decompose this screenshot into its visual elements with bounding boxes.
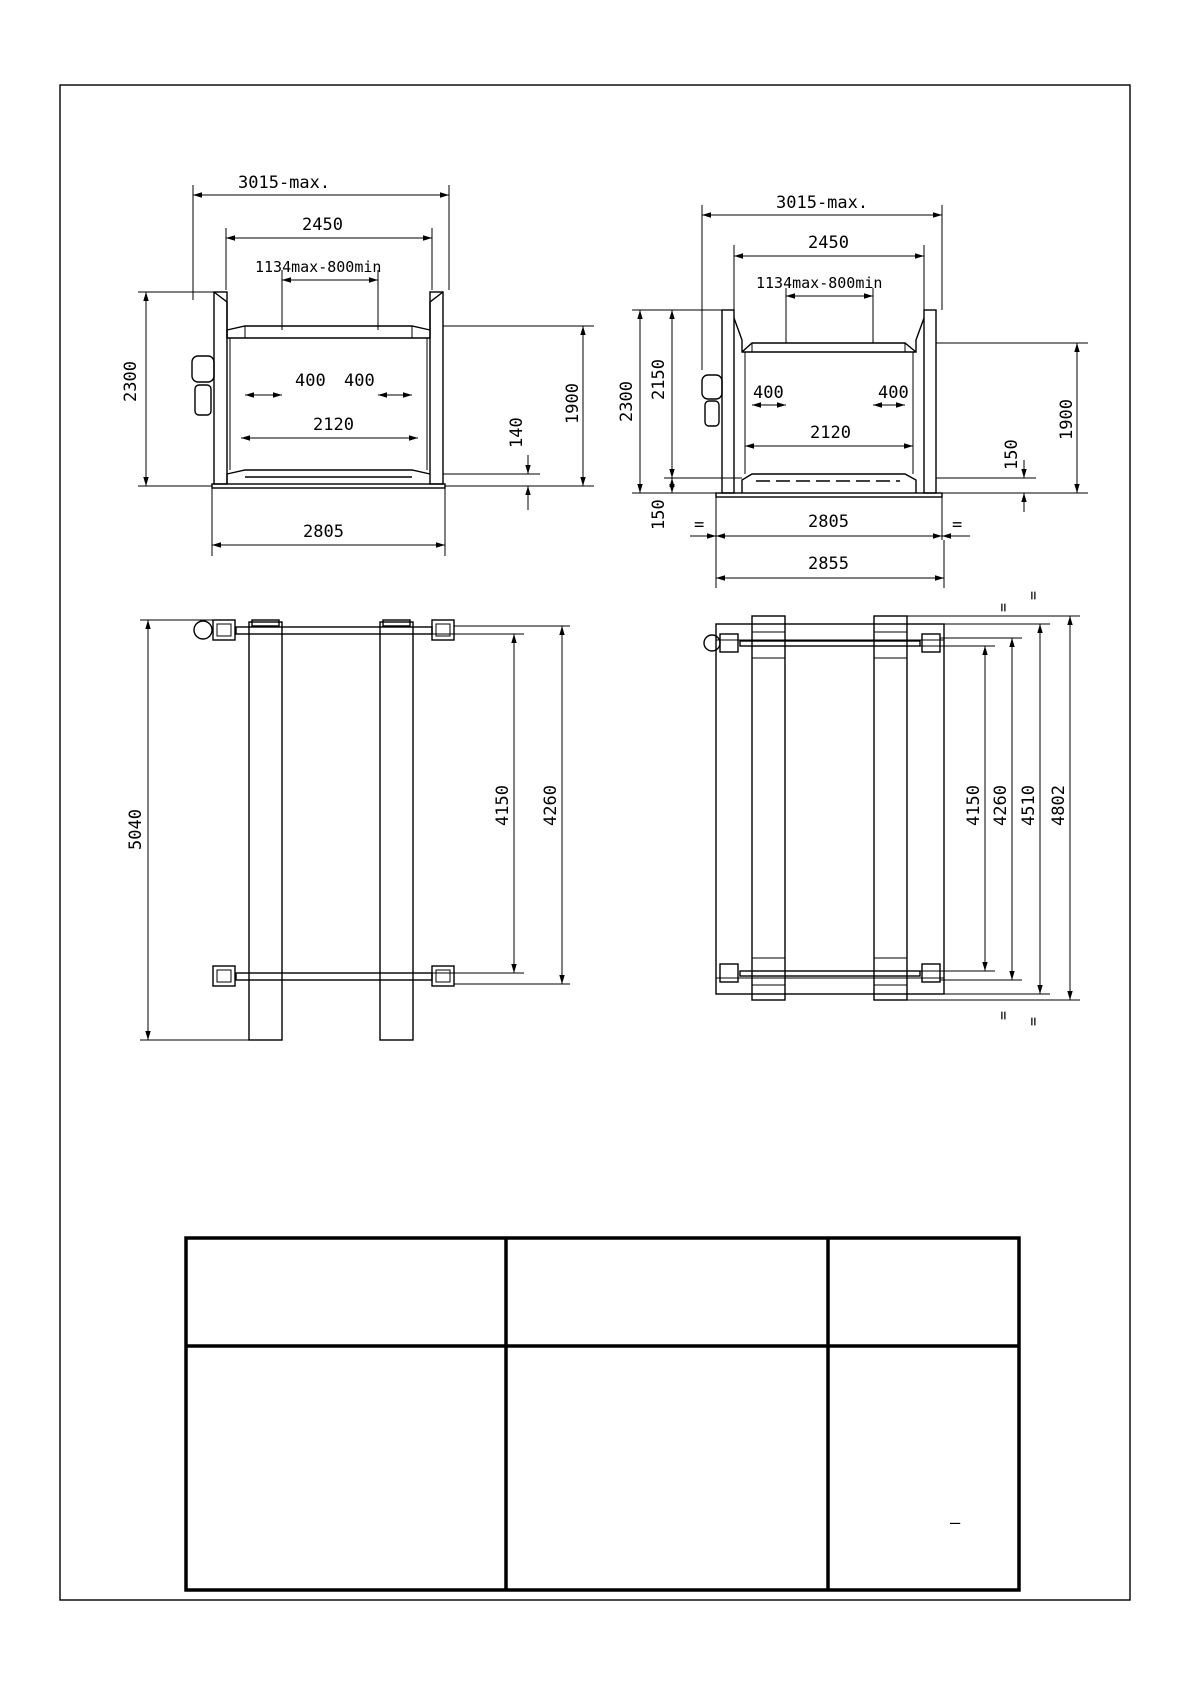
dim-outer-length: 4260 (541, 785, 561, 826)
dim-height-total: 2300 (617, 381, 637, 422)
dim-overall-width: 3015-max. (776, 193, 869, 213)
dim-platform-width: 2120 (810, 423, 851, 443)
dim-arm-right: 400 (344, 371, 375, 391)
post-top-right (922, 634, 940, 652)
motor (195, 385, 211, 415)
plan-view-left (194, 620, 454, 1040)
post-top-right (432, 620, 454, 640)
right-column (924, 310, 936, 493)
plan-view-right (704, 616, 944, 1000)
dim-len-a: 4150 (964, 785, 984, 826)
dim-arm-left: 400 (295, 371, 326, 391)
plan-left-dimensions (126, 620, 570, 1040)
dim-adjust-range: 1134max-800min (255, 258, 382, 276)
power-unit (192, 356, 214, 382)
runway-left (752, 616, 785, 1000)
dim-top-gap: 150 (1002, 439, 1022, 470)
post-bottom-right (922, 964, 940, 982)
equal-mark-left: = (694, 515, 705, 535)
runway-right (874, 616, 907, 1000)
dim-len-b: 4260 (991, 785, 1011, 826)
dim-arm-right: 400 (878, 383, 909, 403)
base-plate (716, 493, 942, 497)
dim-arm-left: 400 (753, 383, 784, 403)
left-column (214, 292, 227, 484)
crossbeam-bottom (236, 973, 432, 980)
dim-base-width: 2805 (808, 512, 849, 532)
post-bottom-left (213, 966, 235, 986)
front-view-right (702, 310, 942, 497)
motor (705, 401, 719, 426)
post-bottom-right (432, 966, 454, 986)
dim-adjust-range: 1134max-800min (756, 274, 883, 292)
crossbeam-top (740, 641, 920, 646)
dim-inner-width: 2450 (302, 215, 343, 235)
front-right-dimensions (617, 193, 1088, 588)
dim-height-total: 2300 (121, 361, 141, 402)
power-unit (704, 635, 720, 651)
title-dash: – (950, 1513, 961, 1533)
runway-left (249, 622, 282, 1040)
dim-overall-width: 3015-max. (238, 173, 331, 193)
dim-inner-length: 4150 (493, 785, 513, 826)
base-plate (212, 484, 445, 488)
equal-mark-2: = (1024, 590, 1042, 600)
dim-frame-width: 2855 (808, 554, 849, 574)
right-column (430, 292, 443, 484)
dim-base-height: 140 (507, 417, 527, 448)
sheet-border (60, 85, 1130, 1600)
dim-len-d: 4802 (1049, 785, 1069, 826)
post-top-left (720, 634, 738, 652)
left-column (722, 310, 734, 493)
plan-right-dimensions (907, 591, 1080, 1026)
dim-height-column: 2150 (649, 359, 669, 400)
power-unit (194, 621, 212, 639)
runway-right (380, 622, 413, 1040)
dim-overall-length: 5040 (126, 809, 146, 850)
equal-mark-3: = (994, 1010, 1012, 1020)
dim-base-width: 2805 (303, 522, 344, 542)
dim-inner-width: 2450 (808, 233, 849, 253)
base-frame (716, 624, 944, 994)
post-bottom-left (720, 964, 738, 982)
dim-platform-width: 2120 (313, 415, 354, 435)
crossbeam-bottom (740, 971, 920, 976)
title-block (186, 1238, 1019, 1590)
dim-bottom-gap: 150 (649, 499, 669, 530)
equal-mark-right: = (952, 515, 963, 535)
dim-height-lift: 1900 (563, 383, 583, 424)
dim-len-c: 4510 (1019, 785, 1039, 826)
crossbeam-top (236, 627, 432, 634)
dim-height-lift: 1900 (1057, 399, 1077, 440)
post-top-left (213, 620, 235, 640)
power-unit (702, 375, 722, 399)
equal-mark-1: = (994, 602, 1012, 612)
equal-mark-4: = (1024, 1016, 1042, 1026)
